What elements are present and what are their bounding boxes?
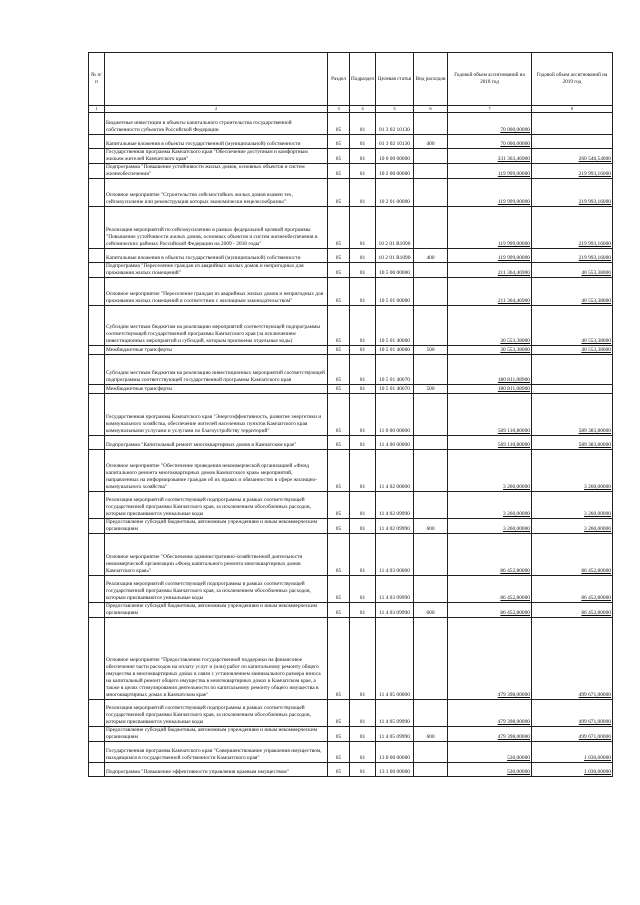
table-row [89,164,613,179]
table-row [89,436,613,450]
row-number [89,700,105,727]
table-row [89,603,613,618]
row-2018: 119 999,00000 [448,164,532,179]
row-razdel: 05 [328,113,350,135]
row-statya: 11 4 05 00000 [376,618,414,700]
row-2019: 499 671,00000 [532,700,613,727]
budget-table [88,52,613,777]
row-2019: 86 452,80000 [532,603,613,618]
row-razdel: 05 [328,278,350,306]
row-podrazdel: 01 [350,700,376,727]
row-2018: 30 553,38000 [448,346,532,355]
row-vid [414,149,448,164]
row-podrazdel: 01 [350,763,376,777]
row-razdel: 05 [328,519,350,534]
row-number [89,207,105,249]
table-row [89,306,613,346]
row-vid: 500 [414,385,448,394]
row-2019 [532,385,613,394]
table-row [89,346,613,355]
row-number [89,618,105,700]
row-statya: 10 5 01 40060 [376,306,414,346]
row-name: Капитальные вложения в объекты государственной (муниципальной) собственности [105,135,328,149]
row-number [89,249,105,263]
row-podrazdel: 01 [350,603,376,618]
row-number [89,436,105,450]
row-number [89,492,105,519]
row-razdel: 05 [328,727,350,742]
row-statya: 10 0 00 00000 [376,149,414,164]
row-2018: 180 811,08900 [448,385,532,394]
row-name: Предоставление субсидий бюджетным, автономным учреждениям и иным некоммерческим организациям [105,519,328,534]
table-row [89,385,613,394]
row-razdel: 05 [328,385,350,394]
table-body [89,113,613,777]
table-row [89,355,613,385]
row-2018: 530,00000 [448,763,532,777]
row-number [89,278,105,306]
row-vid: 600 [414,727,448,742]
row-vid [414,763,448,777]
row-podrazdel: 01 [350,394,376,436]
row-2018: 3 260,00000 [448,492,532,519]
row-razdel: 05 [328,450,350,492]
row-2019 [532,135,613,149]
row-podrazdel: 01 [350,576,376,603]
row-number [89,394,105,436]
row-razdel: 05 [328,742,350,763]
table-row [89,394,613,436]
row-statya: 11 4 05 09990 [376,700,414,727]
row-statya: 11 4 03 09990 [376,576,414,603]
table-row [89,278,613,306]
row-number [89,263,105,278]
row-vid [414,534,448,576]
row-vid [414,179,448,207]
table-row [89,263,613,278]
row-statya: 11 4 05 09990 [376,727,414,742]
row-2018: 70 000,00000 [448,113,532,135]
row-number [89,727,105,742]
row-2019: 499 671,00000 [532,727,613,742]
row-vid [414,394,448,436]
row-2018: 3 260,00000 [448,519,532,534]
column-number: 4 [350,106,376,113]
header-name [105,53,328,106]
row-razdel: 05 [328,355,350,385]
table-row [89,135,613,149]
row-razdel: 05 [328,207,350,249]
row-razdel: 05 [328,179,350,207]
row-2018: 211 364,46900 [448,263,532,278]
column-number: 3 [328,106,350,113]
row-number [89,113,105,135]
row-statya: 11 4 02 09990 [376,519,414,534]
row-podrazdel: 01 [350,492,376,519]
row-name: Основное мероприятие "Переселение граждан из аварийных жилых домов и непригодных для проживания жилых помещений в соответствии с жилищным законодательством" [105,278,328,306]
row-2018: 119 999,00000 [448,249,532,263]
row-vid [414,618,448,700]
row-statya: 10 5 00 00000 [376,263,414,278]
row-2018: 3 260,00000 [448,450,532,492]
row-vid [414,278,448,306]
row-number [89,179,105,207]
row-razdel: 05 [328,135,350,149]
row-number [89,385,105,394]
row-2018: 86 452,80000 [448,576,532,603]
row-statya: 10 2 01 R1090 [376,207,414,249]
row-podrazdel: 01 [350,179,376,207]
header-2018: Годовой объем ассигнований на 2018 год [448,53,532,106]
row-number [89,306,105,346]
row-vid: 500 [414,346,448,355]
row-razdel: 05 [328,700,350,727]
header-razdel: Раздел [328,53,350,106]
table-row [89,700,613,727]
row-name: Межбюджетные трансферты [105,385,328,394]
table-row [89,249,613,263]
row-vid [414,263,448,278]
table-row [89,113,613,135]
row-statya: 10 5 01 40070 [376,355,414,385]
row-2019: 3 260,00000 [532,450,613,492]
row-2019: 1 030,00000 [532,763,613,777]
row-statya: 10 5 01 00000 [376,278,414,306]
row-number [89,149,105,164]
row-razdel: 05 [328,164,350,179]
row-razdel: 05 [328,306,350,346]
row-name: Капитальные вложения в объекты государственной (муниципальной) собственности [105,249,328,263]
row-podrazdel: 01 [350,113,376,135]
row-vid [414,306,448,346]
column-number: 6 [414,106,448,113]
row-2018: 331 363,46900 [448,149,532,164]
row-name: Подпрограмма "Капитальный ремонт многоквартирных домов в Камчатском крае" [105,436,328,450]
header-statya: Целевая статья [376,53,414,106]
row-razdel: 05 [328,763,350,777]
row-podrazdel: 01 [350,278,376,306]
row-number [89,346,105,355]
column-number: 1 [89,106,105,113]
row-name: Основное мероприятие "Предоставление государственной поддержки на финансовое обеспечение части расходов на оплату услуг и (или) работ по капитальному ремонту общего имущества в многоквартирных домах в связи с установлением минимального размера взноса на капитальный ремонт общего имущества в многоквартирных домах в Камчатском крае, а также в целях стимулирования деятельности по капитальному ремонту общего имущества в многоквартирных домах в Камчатском крае" [105,618,328,700]
row-name: Подпрограмма "Повышение эффективности управления краевым имуществом" [105,763,328,777]
row-name: Предоставление субсидий бюджетным, автономным учреждениям и иным некоммерческим организациям [105,603,328,618]
row-2019: 40 553,38000 [532,346,613,355]
row-name: Реализация мероприятий соответствующей подпрограммы в рамках соответствующей государственной программы Камчатского края, за исключением обособленных расходов, которым присваиваются уникальные коды [105,576,328,603]
table-row [89,207,613,249]
row-vid: 400 [414,135,448,149]
row-podrazdel: 01 [350,207,376,249]
row-statya: 11 4 02 00000 [376,450,414,492]
row-razdel: 05 [328,249,350,263]
row-razdel: 05 [328,576,350,603]
row-number [89,576,105,603]
row-statya: 10 2 01 00000 [376,179,414,207]
table-row [89,727,613,742]
row-name: Реализация мероприятий соответствующей подпрограммы в рамках соответствующей государственной программы Камчатского края, за исключением обособленных расходов, которым присваиваются уникальные коды [105,700,328,727]
row-2019: 40 553,38000 [532,306,613,346]
row-number [89,603,105,618]
header-number: № п/п [89,53,105,106]
row-number [89,135,105,149]
column-number: 8 [532,106,613,113]
row-statya: 10 5 01 40070 [376,385,414,394]
row-vid [414,113,448,135]
table-header-row [89,53,613,106]
row-name: Межбюджетные трансферты [105,346,328,355]
row-vid [414,700,448,727]
row-podrazdel: 01 [350,385,376,394]
row-statya: 11 0 00 00000 [376,394,414,436]
row-statya: 10 5 01 40060 [376,346,414,355]
table-row [89,179,613,207]
column-number: 7 [448,106,532,113]
row-podrazdel: 01 [350,263,376,278]
table-row [89,534,613,576]
row-2019: 219 993,16000 [532,249,613,263]
row-podrazdel: 01 [350,135,376,149]
row-razdel: 05 [328,263,350,278]
row-statya: 10 2 00 00000 [376,164,414,179]
row-2018: 180 811,08900 [448,355,532,385]
row-2019: 3 260,00000 [532,492,613,519]
row-2019: 40 553,38000 [532,263,613,278]
row-statya: 11 4 03 09990 [376,603,414,618]
table-row [89,763,613,777]
row-number [89,742,105,763]
table-row [89,492,613,519]
row-statya: 13 0 00 00000 [376,742,414,763]
table-row [89,149,613,164]
row-vid [414,207,448,249]
row-name: Основное мероприятие "Обеспечение проведения некоммерческой организацией «Фонд капитального ремонта многоквартирных домов Камчатского края» мероприятий, направленных на информирование граждан об их правах и обязанностях в сфере жилищно-коммунального хозяйства" [105,450,328,492]
row-2018: 86 452,80000 [448,534,532,576]
row-vid [414,355,448,385]
row-2018: 530,00000 [448,742,532,763]
row-name: Государственная программа Камчатского края "Совершенствование управления имуществом, находящимся в государственной собственности Камчатского края" [105,742,328,763]
row-statya: 11 4 02 09990 [376,492,414,519]
row-number [89,355,105,385]
row-number [89,519,105,534]
table-row [89,450,613,492]
row-2019 [532,355,613,385]
row-statya: 11 4 00 00000 [376,436,414,450]
row-name: Субсидии местным бюджетам на реализацию мероприятий соответствующей подпрограммы соответствующей государственной программы Камчатского края (за исключением инвестиционных мероприятий и субсидий, которым присвоены отдельные коды) [105,306,328,346]
row-2018: 30 553,38000 [448,306,532,346]
row-statya: 01 3 02 10130 [376,113,414,135]
row-podrazdel: 01 [350,534,376,576]
row-vid: 400 [414,249,448,263]
row-2018: 479 398,00000 [448,618,532,700]
row-2019: 219 993,16000 [532,164,613,179]
header-podrazdel: Подраздел [350,53,376,106]
table-row [89,742,613,763]
table-row [89,519,613,534]
row-2019: 3 260,00000 [532,519,613,534]
row-2019: 40 553,38000 [532,278,613,306]
row-vid [414,576,448,603]
row-vid [414,742,448,763]
row-podrazdel: 01 [350,249,376,263]
row-vid: 600 [414,519,448,534]
row-razdel: 05 [328,436,350,450]
row-podrazdel: 01 [350,164,376,179]
row-podrazdel: 01 [350,149,376,164]
table-row [89,576,613,603]
table-row [89,618,613,700]
row-2018: 119 999,00000 [448,179,532,207]
row-2019: 589 383,80000 [532,436,613,450]
row-2018: 569 110,80000 [448,394,532,436]
row-podrazdel: 01 [350,727,376,742]
column-number: 2 [105,106,328,113]
row-podrazdel: 01 [350,346,376,355]
row-statya: 13 1 00 00000 [376,763,414,777]
row-podrazdel: 01 [350,306,376,346]
row-number [89,534,105,576]
row-name: Реализация мероприятий соответствующей подпрограммы в рамках соответствующей государственной программы Камчатского края, за исключением обособленных расходов, которым присваиваются уникальные коды [105,492,328,519]
row-statya: 11 4 03 00000 [376,534,414,576]
row-2019: 499 671,00000 [532,618,613,700]
row-2019: 260 546,54000 [532,149,613,164]
row-2018: 211 364,46900 [448,278,532,306]
row-2018: 86 452,80000 [448,603,532,618]
row-number [89,164,105,179]
row-vid: 600 [414,603,448,618]
row-podrazdel: 01 [350,355,376,385]
row-name: Государственная программа Камчатского края "Энергоэффективность, развитие энергетики и коммунального хозяйства, обеспечение жителей населенных пунктов Камчатского края коммунальными услугами и услугами по благоустройству территорий" [105,394,328,436]
row-name: Подпрограмма "Повышение устойчивости жилых домов, основных объектов и систем жизнеобеспечения" [105,164,328,179]
row-2019: 86 452,80000 [532,576,613,603]
row-name: Бюджетные инвестиции в объекты капитального строительства государственной собственности субъектов Российской Федерации [105,113,328,135]
row-razdel: 05 [328,618,350,700]
row-podrazdel: 01 [350,450,376,492]
row-name: Реализация мероприятий по сейсмоусилению в рамках федеральной целевой программы "Повышение устойчивости жилых домов, основных объектов и систем жизнеобеспечения в сейсмических районах Российской Федерации на 2009 - 2018 годы" [105,207,328,249]
row-podrazdel: 01 [350,618,376,700]
row-name: Основное мероприятие "Строительство сейсмостойких жилых домов взамен тех, сейсмоусиление или реконструкция которых экономически нецелесообразны" [105,179,328,207]
header-vid: Вид расходов [414,53,448,106]
row-2019: 86 452,80000 [532,534,613,576]
row-podrazdel: 01 [350,436,376,450]
row-podrazdel: 01 [350,742,376,763]
row-2019: 219 993,16000 [532,207,613,249]
row-2018: 479 398,00000 [448,700,532,727]
row-razdel: 05 [328,603,350,618]
row-2019: 1 030,00000 [532,742,613,763]
row-2018: 569 110,80000 [448,436,532,450]
row-number [89,450,105,492]
row-2019: 589 383,80000 [532,394,613,436]
row-statya: 10 2 01 R1090 [376,249,414,263]
row-2018: 479 398,00000 [448,727,532,742]
row-name: Государственная программа Камчатского края "Обеспечение доступным и комфортным жильем жителей Камчатского края" [105,149,328,164]
row-number [89,763,105,777]
row-razdel: 05 [328,534,350,576]
row-2019 [532,113,613,135]
row-razdel: 05 [328,394,350,436]
row-vid [414,164,448,179]
column-number: 5 [376,106,414,113]
row-2019: 219 993,16000 [532,179,613,207]
row-razdel: 05 [328,492,350,519]
row-name: Субсидии местным бюджетам на реализацию инвестиционных мероприятий соответствующей подпрограммы соответствующей государственной программы Камчатского края [105,355,328,385]
row-2018: 70 000,00000 [448,135,532,149]
row-name: Предоставление субсидий бюджетным, автономным учреждениям и иным некоммерческим организациям [105,727,328,742]
row-vid [414,492,448,519]
row-vid [414,436,448,450]
row-vid [414,450,448,492]
row-podrazdel: 01 [350,519,376,534]
row-name: Основное мероприятие "Обеспечение административно-хозяйственной деятельности некоммерческой организации «Фонд капитального ремонта многоквартирных домов Камчатского края»" [105,534,328,576]
row-2018: 119 999,00000 [448,207,532,249]
row-razdel: 05 [328,149,350,164]
row-razdel: 05 [328,346,350,355]
column-number-row [89,106,613,113]
header-2019: Годовой объем ассигнований на 2019 год [532,53,613,106]
row-name: Подпрограмма "Переселение граждан из аварийных жилых домов и непригодных для проживания жилых помещений" [105,263,328,278]
row-statya: 01 3 02 10130 [376,135,414,149]
